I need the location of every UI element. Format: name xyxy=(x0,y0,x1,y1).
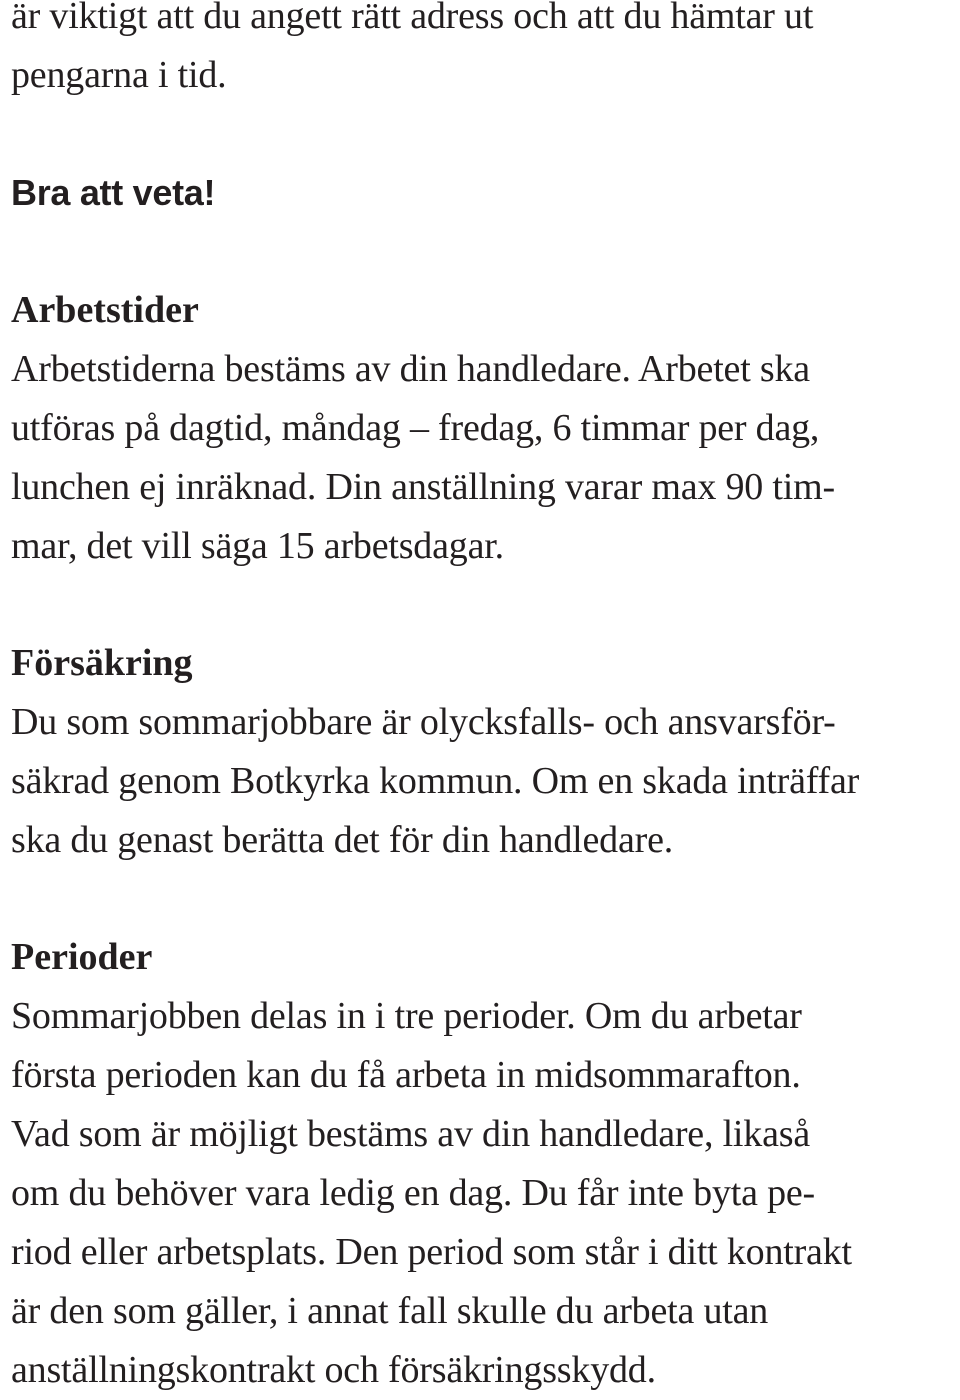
section-heading: Arbetstider xyxy=(11,289,199,331)
paragraph-line: säkrad genom Botkyrka kommun. Om en skada inträffar xyxy=(11,760,860,802)
paragraph-line: Sommarjobben delas in i tre perioder. Om du arbetar xyxy=(11,995,802,1037)
paragraph-line: riod eller arbetsplats. Den period som står i ditt kontrakt xyxy=(11,1231,852,1273)
document-page xyxy=(11,0,956,1400)
section-perioder xyxy=(11,928,956,1400)
paragraph-line: ska du genast berätta det för din handledare. xyxy=(11,819,674,861)
intro-paragraph xyxy=(11,0,956,105)
paragraph-line: anställningskontrakt och försäkringsskydd. xyxy=(11,1349,656,1391)
paragraph-line: mar, det vill säga 15 arbetsdagar. xyxy=(11,525,504,567)
paragraph-line: Arbetstiderna bestäms av din handledare. Arbetet ska xyxy=(11,348,810,390)
paragraph-line: lunchen ej inräknad. Din anställning varar max 90 tim- xyxy=(11,466,835,508)
bra-att-veta-heading: Bra att veta! xyxy=(11,172,216,213)
paragraph-line: utföras på dagtid, måndag – fredag, 6 timmar per dag, xyxy=(11,407,820,449)
section-heading: Perioder xyxy=(11,936,153,978)
paragraph-line: om du behöver vara ledig en dag. Du får inte byta pe- xyxy=(11,1172,815,1214)
section-heading: Försäkring xyxy=(11,642,193,684)
section-forsakring xyxy=(11,634,956,870)
paragraph-line: Vad som är möjligt bestäms av din handledare, likaså xyxy=(11,1113,811,1155)
paragraph-line: Du som sommarjobbare är olycksfalls- och ansvarsför- xyxy=(11,701,836,743)
section-arbetstider xyxy=(11,281,956,576)
intro-line: pengarna i tid. xyxy=(11,54,227,96)
paragraph-line: är den som gäller, i annat fall skulle du arbeta utan xyxy=(11,1290,769,1332)
intro-line: är viktigt att du angett rätt adress och att du hämtar ut xyxy=(11,0,814,37)
paragraph-line: första perioden kan du få arbeta in midsommarafton. xyxy=(11,1054,801,1096)
